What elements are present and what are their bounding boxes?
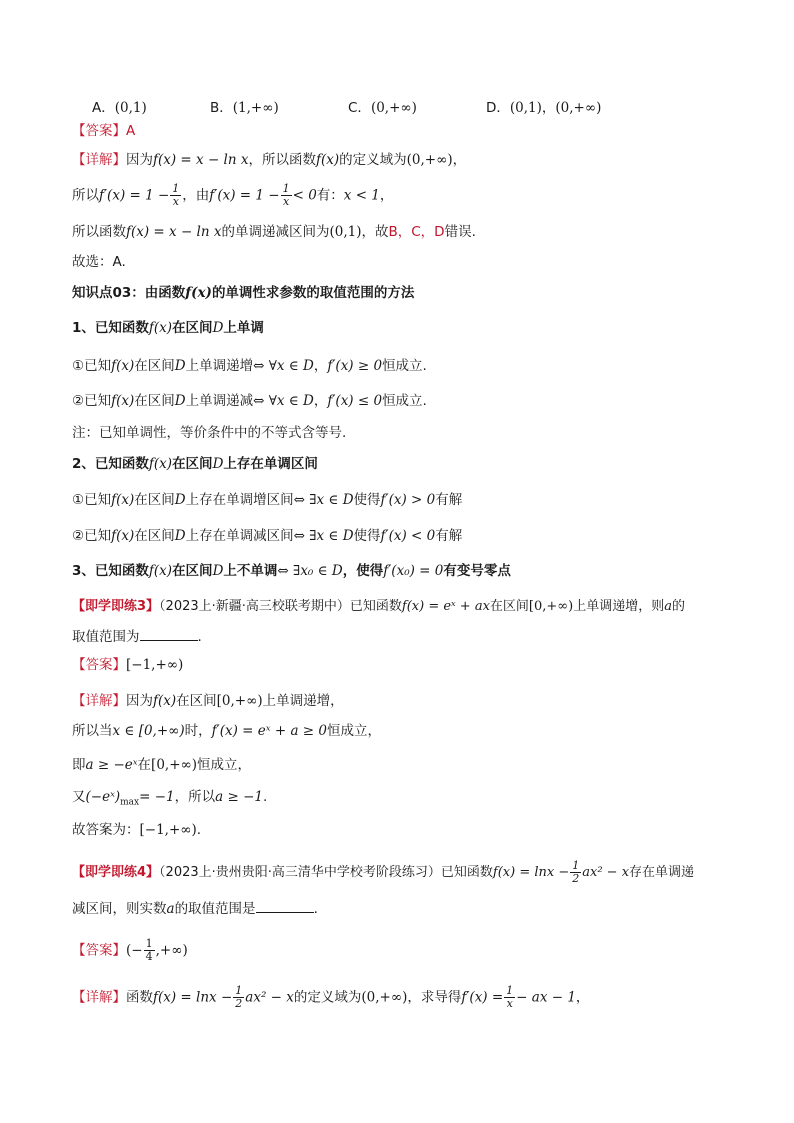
answer-blank — [140, 626, 198, 641]
example-3-detail-3: 即a ≥ −eˣ在[0,+∞)恒成立， — [72, 757, 252, 773]
detail-line-4: 故选：A. — [72, 254, 126, 270]
subsection-3: 3、已知函数f(x)在区间D上不单调⇔ ∃x₀ ∈ D，使得f′(x₀) = 0有变号零点 — [72, 563, 511, 579]
example-4-line-2: 减区间，则实数a的取值范围是 . — [72, 898, 734, 919]
list-item: ①已知f(x)在区间D上存在单调增区间⇔ ∃x ∈ D使得f′(x) > 0有解 — [72, 492, 463, 508]
example-3-detail-1: 【详解】因为f(x)在区间[0,+∞)上单调递增， — [72, 693, 344, 709]
section-title: 知识点03：由函数f(x)的单调性求参数的取值范围的方法 — [72, 285, 415, 301]
example-3-line-2: 取值范围为 . — [72, 626, 734, 647]
fraction: $\frac{1}{4}$ — [145, 937, 153, 963]
fraction: $\frac{1}{2}$ — [235, 984, 243, 1010]
subsection-2: 2、已知函数f(x)在区间D上存在单调区间 — [72, 456, 318, 472]
detail-line-3: 所以函数f(x) = x − ln x的单调递减区间为(0,1)，故B，C，D错误. — [72, 224, 476, 240]
detail-line-2: 所以f′(x) = 1 − $\frac{1}{x}$ ，由f′(x) = 1 − $\frac{1}{x}$ < 0有：x < 1， — [72, 182, 394, 208]
answer-blank — [256, 898, 314, 913]
fraction: $\frac{1}{x}$ — [282, 182, 290, 208]
example-3-detail-5: 故答案为：[−1,+∞). — [72, 822, 202, 838]
list-item: ②已知f(x)在区间D上单调递减⇔ ∀x ∈ D，f′(x) ≤ 0恒成立. — [72, 393, 427, 409]
fraction: $\frac{1}{x}$ — [506, 984, 514, 1010]
option-c: C．(0,+∞) — [348, 100, 417, 116]
example-4-answer: 【答案】(− $\frac{1}{4}$ ,+∞) — [72, 937, 188, 963]
answer-line-1: 【答案】A — [72, 123, 136, 139]
fraction: $\frac{1}{x}$ — [172, 182, 180, 208]
example-3-detail-4: 又$(-eˣ)_{max}= -1$，所以a ≥ −1. — [72, 789, 268, 808]
example-3-line-1: 【即学即练3】（2023上·新疆·高三校联考期中）已知函数f(x) = eˣ + ax在区间[0,+∞)上单调递增，则a的 — [72, 599, 685, 614]
list-item: ①已知f(x)在区间D上单调递增⇔ ∀x ∈ D，f′(x) ≥ 0恒成立. — [72, 358, 427, 374]
note: 注：已知单调性，等价条件中的不等式含等号. — [72, 425, 347, 441]
detail-line-1: 【详解】因为f(x) = x − ln x，所以函数f(x)的定义域为(0,+∞)， — [72, 152, 467, 168]
example-4-line-1: 【即学即练4】（2023上·贵州贵阳·高三清华中学校考阶段练习）已知函数f(x) = lnx − $\frac{1}{2}$ ax² − x存在单调递 — [72, 859, 695, 885]
example-3-detail-2: 所以当x ∈ [0,+∞)时，f′(x) = eˣ + a ≥ 0恒成立， — [72, 723, 381, 739]
subsection-1: 1、已知函数f(x)在区间D上单调 — [72, 320, 264, 336]
option-a: A．(0,1) — [92, 100, 147, 116]
fraction: $\frac{1}{2}$ — [572, 859, 580, 885]
option-b: B．(1,+∞) — [210, 100, 279, 116]
option-d: D．(0,1)，(0,+∞) — [486, 100, 602, 116]
example-4-detail-1: 【详解】函数f(x) = lnx − $\frac{1}{2}$ ax² − x的定义域为(0,+∞)，求导得f′(x) = $\frac{1}{x}$ − ax − 1， — [72, 984, 590, 1010]
list-item: ②已知f(x)在区间D上存在单调减区间⇔ ∃x ∈ D使得f′(x) < 0有解 — [72, 528, 463, 544]
example-3-answer: 【答案】[−1,+∞) — [72, 657, 184, 673]
